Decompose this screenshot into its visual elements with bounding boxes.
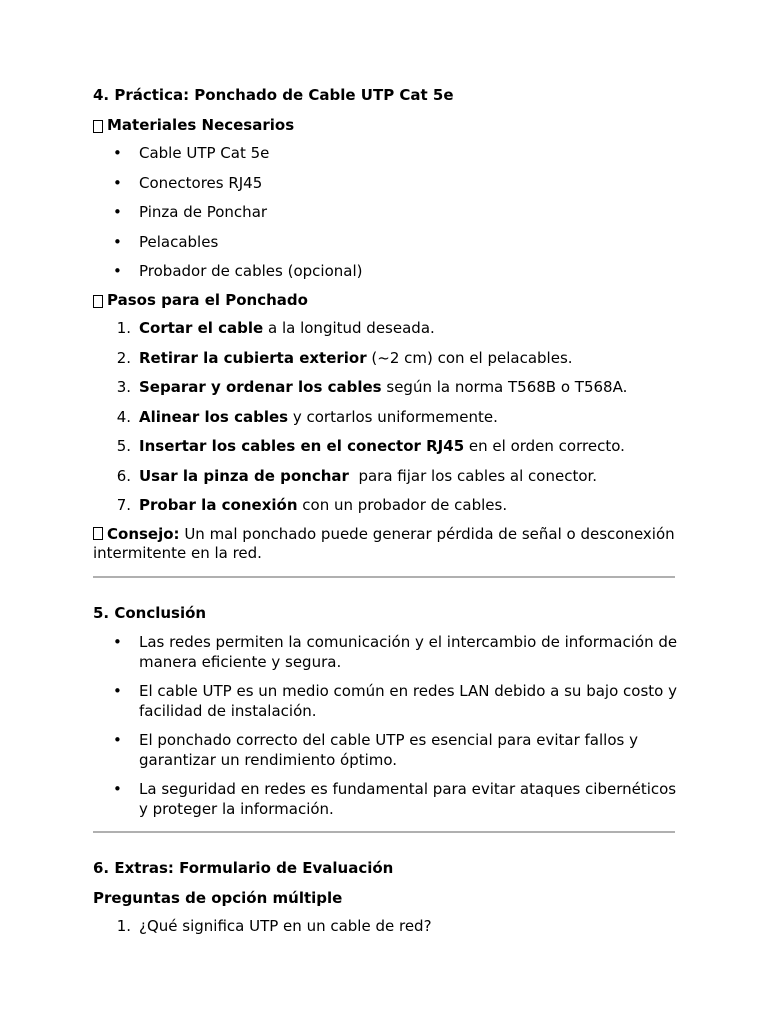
step-item: 2. Retirar la cubierta exterior (~2 cm) con el pelacables. — [116, 348, 573, 367]
steps-list — [93, 319, 678, 516]
step-item: 7. Probar la conexión con un probador de cables. — [116, 496, 508, 514]
list-item: • Cable UTP Cat 5e — [113, 144, 270, 162]
questions-list — [93, 917, 678, 937]
practice-title: 4. Práctica: Ponchado de Cable UTP Cat 5e — [93, 86, 454, 104]
extras-title: 6. Extras: Formulario de Evaluación — [93, 859, 394, 877]
tip-text: Un mal ponchado puede generar pérdida de señal o desconexión intermitente en la red. — [93, 524, 675, 562]
list-item: • El cable UTP es un medio común en redes LAN debido a su bajo costo y facilidad de instalación. — [113, 682, 677, 720]
missing-glyph-icon — [93, 295, 103, 308]
materials-heading — [93, 116, 678, 136]
list-item: • Las redes permiten la comunicación y el intercambio de información de manera eficiente y segura. — [113, 633, 678, 671]
step-item: 4. Alinear los cables y cortarlos uniformemente. — [116, 407, 498, 426]
materials-list — [93, 144, 678, 282]
bullet-icon: • — [113, 232, 122, 251]
bullet-icon: • — [113, 262, 122, 280]
step-item: 1. Cortar el cable a la longitud deseada. — [116, 319, 435, 337]
bullet-icon: • — [113, 682, 122, 700]
step-item: 3. Separar y ordenar los cables según la norma T568B o T568A. — [116, 378, 628, 396]
missing-glyph-icon — [93, 120, 103, 133]
tip-label: Consejo: — [107, 524, 180, 543]
bullet-icon: • — [113, 633, 122, 651]
list-item: • El ponchado correcto del cable UTP es esencial para evitar fallos y garantizar un rendimiento óptimo. — [113, 731, 638, 769]
bullet-icon: • — [113, 203, 122, 221]
materials-heading-text: Materiales Necesarios — [107, 115, 295, 134]
section-divider — [93, 831, 675, 833]
list-item: • Pinza de Ponchar — [113, 203, 268, 221]
list-item: • Probador de cables (opcional) — [113, 262, 363, 280]
document-content — [93, 86, 678, 937]
bullet-icon: • — [113, 780, 122, 798]
question-item: 1. ¿Qué significa UTP en un cable de red? — [116, 917, 432, 935]
bullet-icon: • — [113, 731, 122, 749]
step-item: 5. Insertar los cables en el conector RJ45 en el orden correcto. — [116, 437, 625, 455]
bullet-icon: • — [113, 144, 122, 162]
conclusion-list — [93, 633, 678, 819]
section-divider — [93, 576, 675, 578]
steps-heading — [93, 291, 678, 311]
tip-paragraph — [93, 525, 678, 564]
list-item: • Pelacables — [113, 232, 219, 251]
missing-glyph-icon — [93, 527, 103, 540]
step-item: 6. Usar la pinza de ponchar para fijar los cables al conector. — [116, 466, 598, 485]
list-item: • Conectores RJ45 — [113, 173, 263, 192]
conclusion-title: 5. Conclusión — [93, 603, 207, 622]
list-item: • La seguridad en redes es fundamental para evitar ataques cibernéticos y proteger la información. — [113, 780, 677, 818]
bullet-icon: • — [113, 173, 122, 192]
extras-subtitle: Preguntas de opción múltiple — [93, 888, 343, 907]
steps-heading-text: Pasos para el Ponchado — [107, 290, 308, 309]
